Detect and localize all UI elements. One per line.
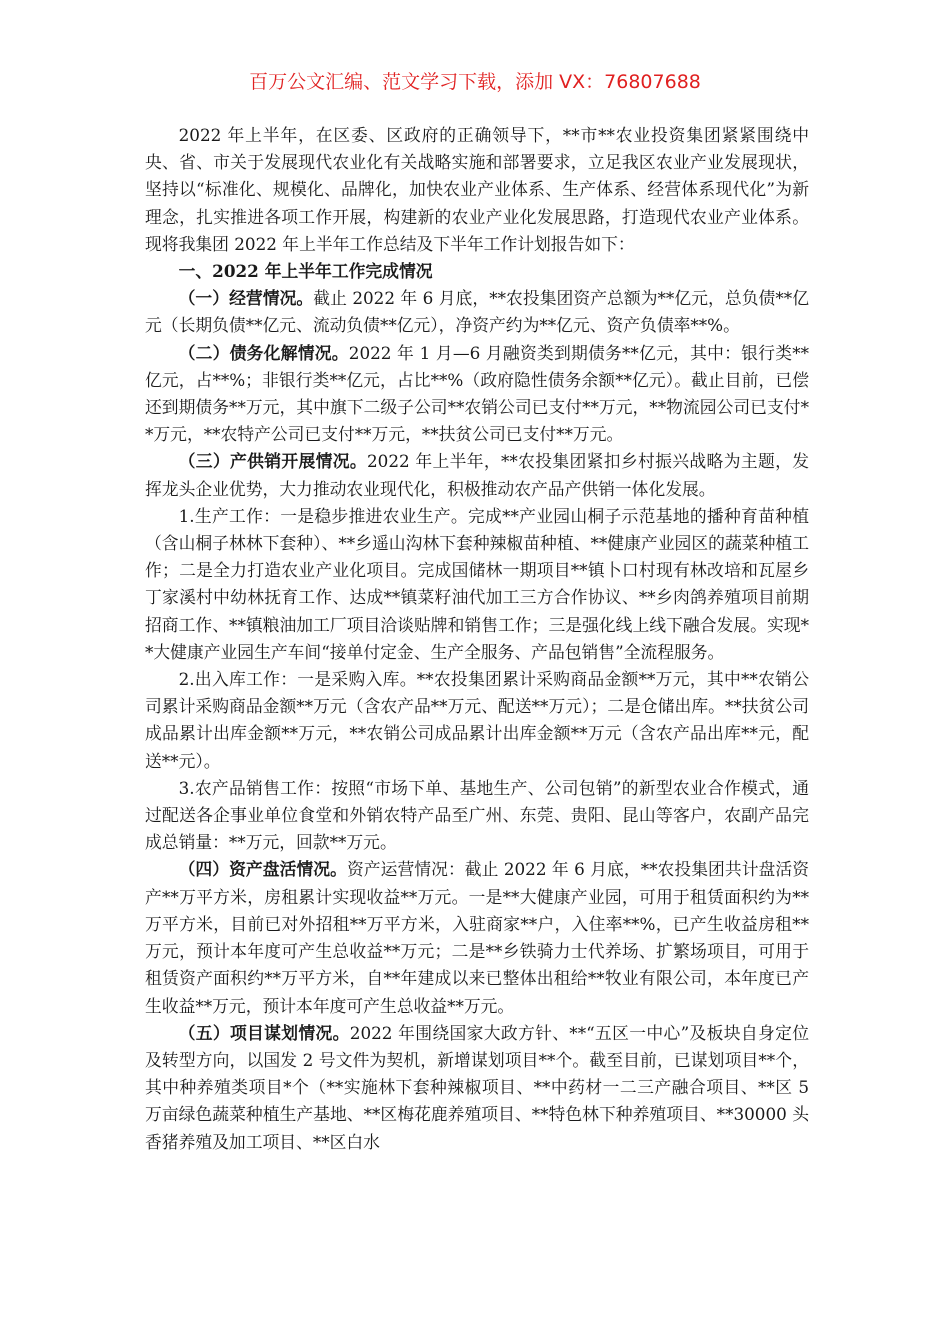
paragraph-heading: （三）产供销开展情况。 — [178, 451, 367, 472]
section-heading-text: 一、2022 年上半年工作完成情况 — [178, 261, 433, 282]
paragraph-text: 截止 2022 年 6 月底，**农投集团资产总额为**亿元，总负债**亿元（长期负债**亿元、流动负债**亿元），净资产约为**亿元、资产负债率**%。 — [145, 288, 809, 336]
paragraph-warehouse — [145, 666, 809, 775]
paragraph-heading: （五）项目谋划情况。 — [178, 1022, 350, 1043]
document-body — [145, 122, 809, 1156]
paragraph-operations — [145, 285, 809, 339]
paragraph-supply-chain — [145, 448, 809, 502]
paragraph-production — [145, 503, 809, 666]
paragraph-text: 2022 年围绕国家大政方针、**“五区一中心”及板块自身定位及转型方向，以国发 2 号文件为契机，新增谋划项目**个。截至目前，已谋划项目**个，其中种养殖类项目*个（**实施林下套种辣椒项目、**中药材一二三产融合项目、**区 5 万亩绿色蔬菜种植生产基地、**区梅花鹿养殖项目、**特色林下种养殖项目、**30000 头香猪养殖及加工项目、**区白水 — [145, 1022, 809, 1152]
paragraph-text: 2022 年上半年，**农投集团紧扣乡村振兴战略为主题，发挥龙头企业优势，大力推动农业现代化，积极推动农产品产供销一体化发展。 — [145, 451, 809, 499]
paragraph-text: 2022 年 1 月—6 月融资类到期债务**亿元，其中：银行类**亿元，占**%；非银行类**亿元，占比**%（政府隐性债务余额**亿元）。截止目前，已偿还到期债务**万元，其中旗下二级子公司**农销公司已支付**万元，**物流园公司已支付**万元，**农特产公司已支付**万元，**扶贫公司已支付**万元。 — [145, 342, 809, 445]
paragraph-text: 资产运营情况：截止 2022 年 6 月底，**农投集团共计盘活资产**万平方米，房租累计实现收益**万元。一是**大健康产业园，可用于租赁面积约为**万平方米，目前已对外招租**万平方米，入驻商家**户，入住率**%，已产生收益房租**万元，预计本年度可产生总收益**万元；二是**乡铁骑力士代养场、扩繁场项目，可用于租赁资产面积约**万平方米，自**年建成以来已整体出租给**牧业有限公司，本年度已产生收益**万元，预计本年度可产生总收益**万元。 — [145, 859, 809, 1016]
paragraph-assets — [145, 856, 809, 1019]
paragraph-debt — [145, 340, 809, 449]
paragraph-text: 1.生产工作：一是稳步推进农业生产。完成**产业园山桐子示范基地的播种育苗种植（含山桐子林林下套种）、**乡遥山沟林下套种辣椒苗种植、**健康产业园区的蔬菜种植工作；二是全力打造农业产业化项目。完成国储林一期项目**镇卜口村现有林改培和瓦屋乡丁家溪村中幼林抚育工作、达成**镇菜籽油代加工三方合作协议、**乡肉鸽养殖项目前期招商工作、**镇粮油加工厂项目洽谈贴牌和销售工作；三是强化线上线下融合发展。实现**大健康产业园生产车间“接单付定金、生产全服务、产品包销售”全流程服务。 — [145, 505, 809, 662]
paragraph-heading: （四）资产盘活情况。 — [178, 859, 347, 880]
header-banner: 百万公文汇编、范文学习下载，添加 VX：76807688 — [249, 71, 701, 93]
paragraph-projects — [145, 1020, 809, 1156]
intro-paragraph — [145, 122, 809, 258]
paragraph-heading: （二）债务化解情况。 — [178, 342, 349, 363]
paragraph-text: 2022 年上半年，在区委、区政府的正确领导下，**市**农业投资集团紧紧围绕中央、省、市关于发展现代农业化有关战略实施和部署要求，立足我区农业产业发展现状，坚持以“标准化、规模化、品牌化，加快农业产业体系、生产体系、经营体系现代化”为新理念，扎实推进各项工作开展，构建新的农业产业化发展思路，打造现代农业产业体系。现将我集团 2022 年上半年工作总结及下半年工作计划报告如下： — [145, 125, 809, 254]
paragraph-heading: （一）经营情况。 — [178, 288, 314, 309]
paragraph-sales — [145, 775, 809, 857]
paragraph-text: 3.农产品销售工作：按照“市场下单、基地生产、公司包销”的新型农业合作模式，通过配送各企事业单位食堂和外销农特产品至广州、东莞、贵阳、昆山等客户，农副产品完成总销量：**万元，回款**万元。 — [145, 777, 809, 853]
section-heading-1 — [145, 258, 809, 285]
paragraph-text: 2.出入库工作：一是采购入库。**农投集团累计采购商品金额**万元，其中**农销公司累计采购商品金额**万元（含农产品**万元、配送**万元）；二是仓储出库。**扶贫公司成品累计出库金额**万元，**农销公司成品累计出库金额**万元（含农产品出库**元，配送**元）。 — [145, 669, 809, 771]
